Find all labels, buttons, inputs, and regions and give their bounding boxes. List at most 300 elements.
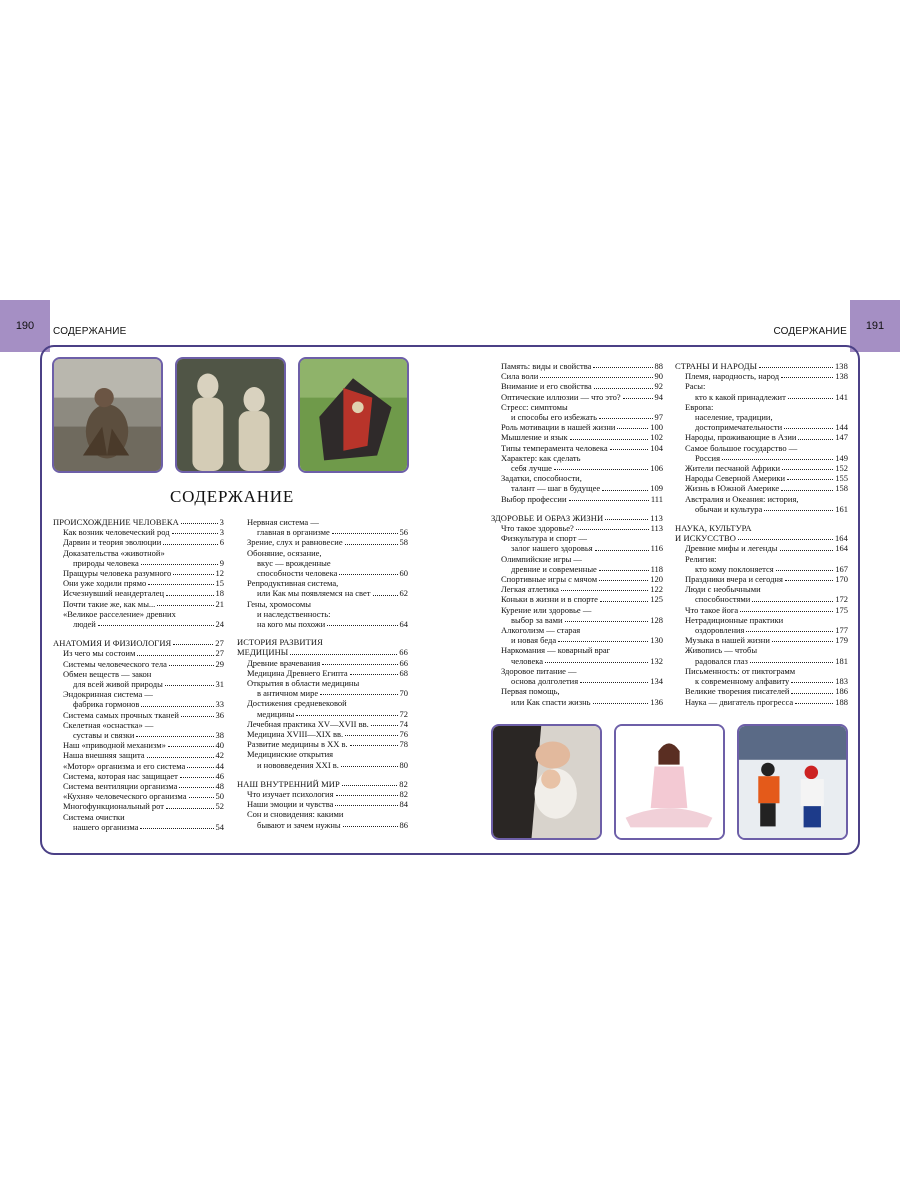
toc-entry-text: радовался глаз [695, 655, 748, 666]
leader-dots [137, 655, 213, 656]
toc-entry [675, 697, 848, 707]
toc-entry-text: Обмен веществ — закон [63, 668, 152, 679]
toc-entry-text: Наука — двигатель прогресса [685, 696, 794, 707]
toc-entry [491, 381, 663, 391]
toc-heading-text: ПРОИСХОЖДЕНИЕ ЧЕЛОВЕКА [53, 517, 179, 527]
toc-entry-text: Почти такие же, как мы... [63, 598, 156, 609]
toc-page-number: 36 [215, 709, 224, 720]
toc-page-number: 170 [835, 574, 848, 585]
toc-heading-text: ИСТОРИЯ РАЗВИТИЯ [237, 637, 323, 648]
hockey-photo [737, 724, 848, 840]
toc-entry [675, 504, 848, 514]
toc-column-3 [491, 361, 663, 707]
toc-entry [53, 619, 224, 629]
toc-entry [491, 584, 663, 594]
toc-entry-text: выбор за вами [511, 614, 563, 625]
toc-entry [675, 564, 848, 574]
leader-dots [791, 693, 833, 694]
toc-page-number: 175 [835, 604, 848, 615]
toc-entry-text: Задатки, способности, [501, 473, 582, 484]
toc-page-number: 120 [650, 574, 663, 585]
toc-entry-text: и способы его избежать [511, 412, 597, 423]
leader-dots [605, 519, 648, 520]
toc-page-number: 138 [834, 361, 848, 371]
toc-entry-text: Гены, хромосомы [247, 598, 311, 609]
toc-entry-text: «Кухня» человеческого организма [63, 791, 187, 802]
toc-entry-text: Что такое здоровье? [501, 523, 574, 534]
toc-entry [237, 527, 408, 537]
toc-entry-text: способностями [695, 594, 751, 605]
toc-page-number: 158 [835, 483, 848, 494]
toc-entry-text: вкус — врожденные [257, 557, 331, 568]
leader-dots [371, 725, 398, 726]
leader-dots [320, 694, 397, 695]
leader-dots [180, 777, 214, 778]
leader-dots [339, 574, 397, 575]
toc-entry-text: Живопись — чтобы [685, 645, 758, 656]
leader-dots [332, 533, 398, 534]
toc-page-number: 56 [399, 527, 408, 538]
toc-entry [53, 659, 224, 669]
leader-dots [148, 584, 213, 585]
toc-page-number: 42 [215, 750, 224, 761]
toc-entry-text: Дарвин и теория эволюции [63, 537, 162, 548]
toc-page-number: 40 [215, 740, 224, 751]
toc-page-number: 94 [654, 391, 663, 402]
toc-page-number: 29 [215, 658, 224, 669]
toc-entry-text: Олимпийские игры — [501, 553, 582, 564]
left-page-number: 190 [15, 320, 35, 332]
toc-page-number: 64 [399, 619, 408, 630]
toc-entry-text: Характер: как сделать [501, 452, 581, 463]
toc-entry-text: Память: виды и свойства [501, 361, 592, 371]
leader-dots [163, 544, 217, 545]
toc-entry [53, 801, 224, 811]
toc-entry-text: Открытия в области медицины [247, 678, 360, 689]
leader-dots [545, 662, 648, 663]
toc-entry-text: Системы человеческого тела [63, 658, 167, 669]
toc-entry-text: Система очистки [63, 811, 125, 822]
leader-dots [181, 716, 214, 717]
leader-dots [746, 631, 833, 632]
toc-entry-text: древние и современные [511, 563, 597, 574]
toc-page-number: 21 [215, 598, 224, 609]
toc-entry-text: к современному алфавиту [695, 676, 790, 687]
toc-entry-text: медицины [257, 708, 295, 719]
toc-entry-text: Нетрадиционные практики [685, 614, 784, 625]
leader-dots [781, 377, 833, 378]
leader-dots [373, 595, 398, 596]
toc-page-number: 44 [215, 760, 224, 771]
leader-dots [569, 500, 649, 501]
leader-dots [181, 523, 218, 524]
toc-page-number: 15 [215, 578, 224, 589]
toc-section-heading [675, 361, 848, 371]
leader-dots [781, 490, 833, 491]
leader-dots [166, 595, 213, 596]
toc-entry-text: обычаи и культура [695, 503, 763, 514]
toc-entry-text: Племя, народность, народ [685, 371, 780, 382]
toc-entry [675, 635, 848, 645]
toc-page-number: 155 [835, 473, 848, 484]
toc-entry [53, 558, 224, 568]
toc-page-number: 177 [835, 625, 848, 636]
toc-page-number: 38 [215, 730, 224, 741]
toc-entry-text: Стресс: симптомы [501, 401, 568, 412]
toc-entry [491, 422, 663, 432]
toc-entry [491, 574, 663, 584]
toc-entry-text: Наркомания — коварный враг [501, 645, 611, 656]
leader-dots [764, 510, 833, 511]
leader-dots [165, 685, 214, 686]
toc-entry [675, 483, 848, 493]
leader-dots [554, 469, 648, 470]
toc-entry-text: основа долголетия [511, 676, 579, 687]
toc-entry [675, 594, 848, 604]
toc-entry-text: Алкоголизм — старая [501, 625, 581, 636]
toc-entry [237, 789, 408, 799]
leader-dots [322, 664, 397, 665]
leader-dots [345, 544, 398, 545]
toc-entry-text: Система самых прочных тканей [63, 709, 179, 720]
toc-page-number: 186 [835, 686, 848, 697]
toc-page-number: 3 [219, 527, 224, 538]
leader-dots [784, 428, 833, 429]
toc-entry [53, 648, 224, 658]
toc-entry [675, 605, 848, 615]
toc-heading-text: ЗДОРОВЬЕ И ОБРАЗ ЖИЗНИ [491, 512, 604, 523]
toc-page-number: 31 [215, 679, 224, 690]
toc-page-number: 92 [654, 381, 663, 392]
toc-page-number: 130 [650, 635, 663, 646]
toc-entry [675, 625, 848, 635]
toc-entry [53, 730, 224, 740]
toc-page-number: 33 [215, 699, 224, 710]
toc-page-number: 122 [650, 584, 663, 595]
toc-entry [491, 443, 663, 453]
toc-page-number: 58 [399, 537, 408, 548]
toc-entry [491, 371, 663, 381]
toc-entry-text: природы человека [73, 557, 139, 568]
toc-page-number: 144 [835, 422, 848, 433]
leader-dots [343, 826, 398, 827]
toc-entry-text: Народы, проживающие в Азии [685, 432, 797, 443]
toc-entry-text: людей [73, 619, 96, 630]
toc-entry [491, 483, 663, 493]
toc-entry-text: Музыка в нашей жизни [685, 635, 770, 646]
toc-entry [53, 710, 224, 720]
toc-page-number: 106 [650, 463, 663, 474]
toc-heading-text: АНАТОМИЯ И ФИЗИОЛОГИЯ [53, 638, 172, 649]
toc-entry [675, 422, 848, 432]
meditation-photo [614, 724, 725, 840]
toc-entry [491, 676, 663, 686]
toc-entry [53, 750, 224, 760]
toc-entry-text: Эндокринная система — [63, 689, 153, 700]
toc-entry-text: оздоровления [695, 625, 745, 636]
toc-entry [675, 432, 848, 442]
toc-page-number: 109 [650, 483, 663, 494]
toc-page-number: 70 [399, 688, 408, 699]
leader-dots [738, 539, 833, 540]
toc-entry [53, 822, 224, 832]
toc-entry-text: Здоровое питание — [501, 665, 577, 676]
leader-dots [795, 703, 833, 704]
toc-page-number: 84 [399, 799, 408, 810]
toc-page-number: 134 [650, 676, 663, 687]
leader-dots [345, 735, 397, 736]
leader-dots [595, 550, 649, 551]
leader-dots [98, 625, 214, 626]
toc-entry-text: Коньки в жизни и в спорте [501, 594, 598, 605]
toc-entry [53, 568, 224, 578]
toc-entry-text: Письменность: от пиктограмм [685, 665, 796, 676]
toc-page-number: 90 [654, 371, 663, 382]
leader-dots [341, 766, 398, 767]
leader-dots [173, 574, 213, 575]
toc-entry-text: Медицинские открытия [247, 749, 334, 760]
toc-entry-text: кто кому поклоняется [695, 563, 774, 574]
toc-entry-text: или Как мы появляемся на свет [257, 588, 371, 599]
toc-entry-text: Древние врачевания [247, 657, 321, 668]
leader-dots [752, 601, 833, 602]
toc-entry-text: Исчезнувший неандерталец [63, 588, 165, 599]
leader-dots [140, 828, 213, 829]
toc-entry [237, 588, 408, 598]
toc-entry-text: Внимание и его свойства [501, 381, 592, 392]
toc-column-4 [675, 361, 848, 707]
baptism-photo [491, 724, 602, 840]
toc-entry-text: Роль мотивации в нашей жизни [501, 422, 616, 433]
leader-dots [788, 398, 833, 399]
toc-page-number: 9 [219, 557, 224, 568]
toc-entry [675, 453, 848, 463]
toc-page-number: 164 [834, 533, 848, 544]
toc-entry [491, 361, 663, 371]
leader-dots [785, 580, 833, 581]
toc-entry-text: Великие творения писателей [685, 686, 790, 697]
toc-entry-text: для всей живой природы [73, 679, 163, 690]
leader-dots [776, 570, 834, 571]
toc-entry-text: Медицина XVIII—XIX вв. [247, 729, 344, 740]
leader-dots [791, 682, 833, 683]
toc-column-1 [53, 517, 224, 832]
toc-heading-text: МЕДИЦИНЫ [237, 647, 289, 658]
toc-entry-text: Система, которая нас защищает [63, 770, 178, 781]
toc-page-number: 161 [835, 503, 848, 514]
toc-entry [53, 599, 224, 609]
toc-page-number: 88 [654, 361, 663, 371]
leader-dots [296, 715, 397, 716]
leader-dots [336, 795, 398, 796]
toc-page-number: 82 [399, 789, 408, 800]
toc-entry-text: население, традиции, [695, 412, 773, 423]
leader-dots [166, 808, 213, 809]
toc-entry-text: Выбор профессии [501, 493, 567, 504]
leader-dots [594, 388, 653, 389]
toc-page-number: 164 [835, 543, 848, 554]
toc-page-number: 68 [399, 667, 408, 678]
toc-entry-text: Самое большое государство — [685, 442, 798, 453]
toc-entry-text: кто к какой принадлежит [695, 391, 786, 402]
leader-dots [780, 550, 834, 551]
toc-heading-text: НАУКА, КУЛЬТУРА [675, 523, 752, 534]
leader-dots [136, 736, 213, 737]
toc-entry-text: и наследственность: [257, 608, 331, 619]
leader-dots [602, 490, 648, 491]
toc-entry-text: «Великое расселение» древних [63, 608, 176, 619]
toc-entry [237, 729, 408, 739]
toc-page-number: 113 [650, 512, 663, 523]
toc-entry-text: Достижения средневековой [247, 698, 347, 709]
toc-entry [53, 537, 224, 547]
right-page-number-tab [850, 300, 900, 352]
toc-entry [53, 588, 224, 598]
leader-dots [750, 662, 833, 663]
toc-entry [491, 494, 663, 504]
toc-entry-text: Как возник человеческий род [63, 527, 170, 538]
toc-page-number: 60 [399, 568, 408, 579]
toc-entry-text: на кого мы похожи [257, 619, 326, 630]
toc-page-number: 183 [835, 676, 848, 687]
toc-entry [491, 635, 663, 645]
toc-entry-text: Мышление и язык [501, 432, 568, 443]
toc-entry-text: Сила воли [501, 371, 539, 382]
toc-entry [53, 699, 224, 709]
toc-entry [53, 761, 224, 771]
toc-entry-text: Многофункциональный рот [63, 801, 165, 812]
toc-page-number: 27 [215, 648, 224, 659]
leader-dots [576, 529, 649, 530]
leader-dots [172, 533, 218, 534]
leader-dots [599, 580, 648, 581]
page-title: СОДЕРЖАНИЕ [170, 487, 295, 506]
toc-section-heading [491, 513, 663, 523]
right-page-number: 191 [865, 320, 885, 332]
toc-entry-text: Типы темперамента человека [501, 442, 608, 453]
toc-entry-text: Система вентиляции организма [63, 781, 178, 792]
leader-dots [593, 367, 652, 368]
leader-dots [179, 787, 213, 788]
toc-entry [675, 543, 848, 553]
toc-section-heading [53, 517, 224, 527]
toc-entry-text: Пращуры человека разумного [63, 568, 172, 579]
leader-dots [593, 703, 649, 704]
leader-dots [782, 469, 833, 470]
toc-entry-text: суставы и связки [73, 730, 135, 741]
toc-entry [237, 820, 408, 830]
toc-entry [491, 392, 663, 402]
leader-dots [787, 479, 833, 480]
acupuncture-statues-photo [175, 357, 286, 473]
toc-entry [237, 799, 408, 809]
toc-entry-text: Наши эмоции и чувства [247, 799, 334, 810]
toc-page-number: 76 [399, 729, 408, 740]
toc-page-number: 3 [219, 517, 224, 527]
toc-page-number: 24 [215, 619, 224, 630]
toc-section-heading [237, 779, 408, 789]
toc-entry [237, 658, 408, 668]
toc-entry-text: Спортивные игры с мячом [501, 574, 598, 585]
toc-page-number: 125 [650, 594, 663, 605]
toc-entry [237, 719, 408, 729]
toc-entry-text: главная в организме [257, 527, 330, 538]
toc-entry-text: Наша внешняя защита [63, 750, 145, 761]
leader-dots [342, 785, 397, 786]
leader-dots [558, 641, 648, 642]
toc-page-number: 152 [835, 463, 848, 474]
leader-dots [798, 439, 833, 440]
left-running-title: СОДЕРЖАНИЕ [53, 326, 127, 337]
toc-entry-text: и нововведения XXI в. [257, 759, 339, 770]
leader-dots [141, 706, 213, 707]
toc-entry-text: Религия: [685, 553, 717, 564]
toc-page-number: 78 [399, 739, 408, 750]
toc-entry [491, 594, 663, 604]
toc-entry-text: Скелетная «оснастка» — [63, 719, 154, 730]
toc-entry-text: Россия [695, 452, 720, 463]
toc-entry-text: Репродуктивная система, [247, 578, 339, 589]
toc-page-number: 80 [399, 759, 408, 770]
toc-page-number: 48 [215, 781, 224, 792]
toc-entry-text: Курение или здоровье — [501, 604, 592, 615]
leader-dots [540, 377, 652, 378]
toc-entry [675, 371, 848, 381]
toc-heading-text: НАШ ВНУТРЕННИЙ МИР [237, 778, 340, 789]
toc-entry [237, 619, 408, 629]
leader-dots [561, 590, 648, 591]
toc-page-number: 104 [650, 442, 663, 453]
toc-entry-text: фабрика гормонов [73, 699, 140, 710]
toc-entry [53, 578, 224, 588]
toc-page-number: 27 [215, 638, 224, 649]
leader-dots [610, 449, 649, 450]
leader-dots [157, 605, 213, 606]
leader-dots [189, 797, 214, 798]
leader-dots [740, 611, 833, 612]
toc-entry-text: Первая помощь, [501, 686, 560, 697]
leader-dots [617, 428, 648, 429]
toc-entry [53, 791, 224, 801]
toc-entry-text: Древние мифы и легенды [685, 543, 778, 554]
toc-page-number: 6 [219, 537, 224, 548]
toc-heading-text: И ИСКУССТВО [675, 533, 737, 544]
leader-dots [580, 682, 648, 683]
toc-heading-text: СТРАНЫ И НАРОДЫ [675, 361, 758, 371]
toc-entry [675, 574, 848, 584]
toc-entry [53, 527, 224, 537]
toc-entry [53, 781, 224, 791]
toc-entry-text: Сон и сновидения: какими [247, 809, 344, 820]
toc-section-heading [237, 647, 408, 657]
toc-entry [491, 697, 663, 707]
toc-page-number: 86 [399, 819, 408, 830]
leader-dots [327, 625, 397, 626]
toc-page-number: 50 [215, 791, 224, 802]
toc-page-number: 72 [399, 708, 408, 719]
toc-entry-text: Доказательства «животной» [63, 547, 165, 558]
toc-entry [491, 543, 663, 553]
toc-page-number: 46 [215, 770, 224, 781]
toc-page-number: 118 [650, 563, 663, 574]
toc-entry-text: бывают и зачем нужны [257, 819, 341, 830]
toc-entry-text: Люди с необычными [685, 584, 761, 595]
toc-page-number: 149 [835, 452, 848, 463]
toc-entry-text: способности человека [257, 568, 338, 579]
toc-entry-text: талант — шаг в будущее [511, 483, 601, 494]
toc-entry [237, 688, 408, 698]
toc-entry [491, 463, 663, 473]
